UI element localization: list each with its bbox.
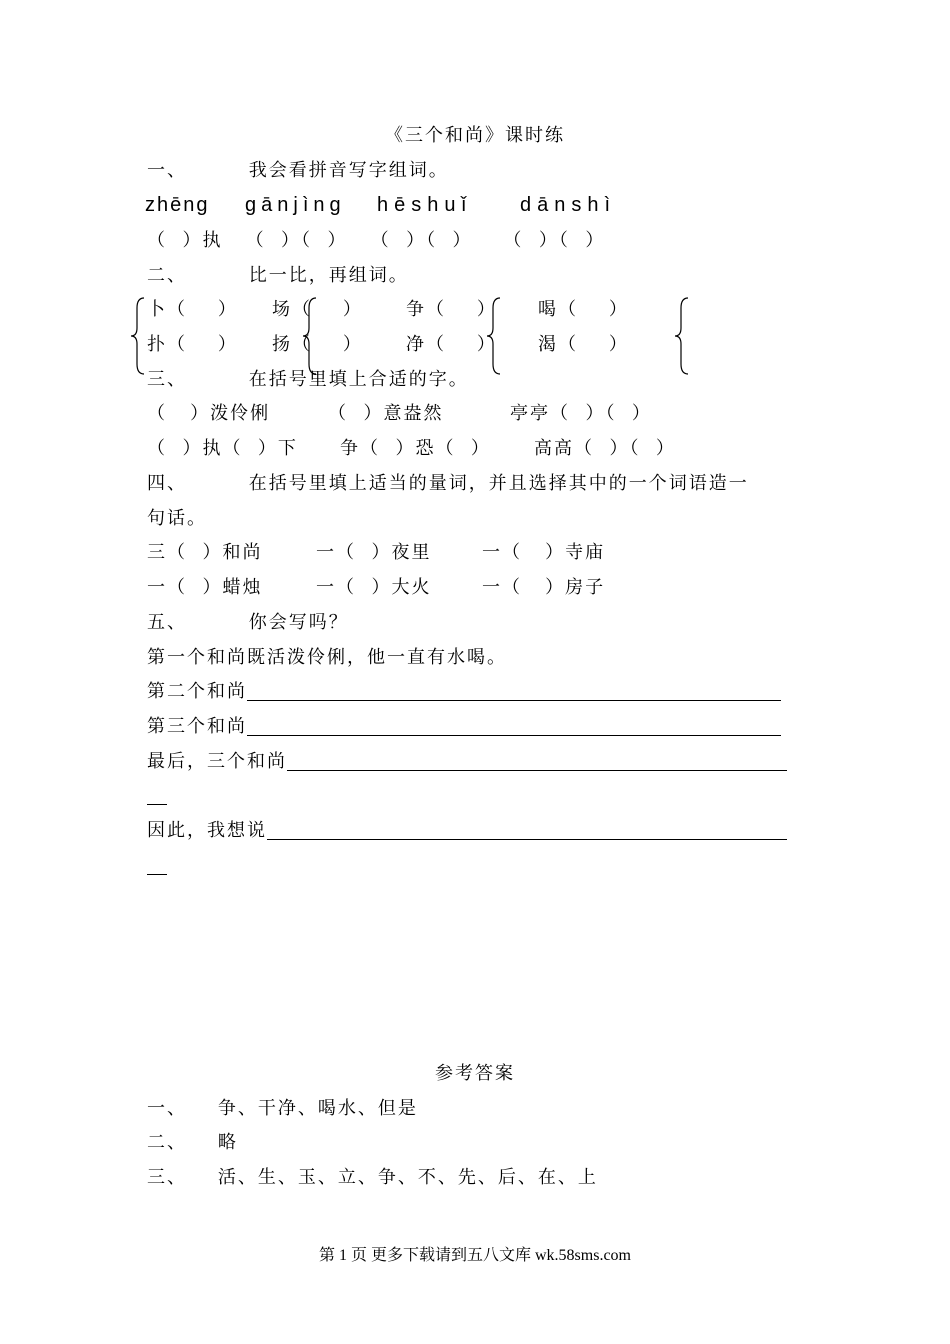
writing-line-5 (147, 819, 787, 843)
section-1-heading: 一、 我会看拼音写字组词。 (147, 160, 449, 181)
section-4-heading: 四、 在括号里填上适当的量词，并且选择其中的一个词语造一 (147, 473, 749, 494)
compare-1b: 扑（ ） (147, 334, 238, 355)
compare-1a: 卜（ ） (147, 299, 238, 320)
writing-prompt-4: 最后，三个和尚 (147, 751, 287, 772)
measure-3a: 一（ ）寺庙 (482, 542, 606, 563)
pinyin-2: gānjìng (245, 194, 346, 216)
brace-4 (672, 296, 692, 376)
measure-2a: 一（ ）夜里 (316, 542, 432, 563)
compare-2a: 场（ ） (272, 299, 363, 320)
answer-blank-4-cont (147, 784, 167, 805)
section-2-heading: 二、 比一比，再组词。 (147, 265, 409, 286)
answer-blank-2 (247, 680, 781, 701)
brace-2 (300, 296, 320, 376)
writing-line-5-cont (147, 854, 167, 878)
writing-prompt-5: 因此，我想说 (147, 820, 267, 841)
page-footer: 第 1 页 更多下载请到五八文库 wk.58sms.com (318, 1247, 631, 1264)
page-title: 《三个和尚》课时练 (385, 125, 565, 146)
writing-example: 第一个和尚既活泼伶俐，他一直有水喝。 (147, 647, 507, 668)
writing-prompt-2: 第二个和尚 (147, 681, 247, 702)
pinyin-3: hēshuǐ (377, 194, 472, 216)
fill-1b: （ ）执（ ）下 (147, 438, 298, 459)
writing-line-2 (147, 680, 781, 704)
fill-2b: 争（ ）恐（ ） (340, 438, 491, 459)
fill-3b: 高高（ ）（ ） (534, 438, 676, 459)
compare-4b: 渴（ ） (538, 334, 629, 355)
pinyin-4: dānshì (520, 194, 617, 216)
compare-3b: 净（ ） (406, 334, 497, 355)
measure-1a: 三（ ）和尚 (147, 542, 263, 563)
answers-title: 参考答案 (435, 1063, 515, 1084)
measure-2b: 一（ ）大火 (316, 577, 432, 598)
answer-blank-4 (287, 750, 787, 771)
section-3-heading: 三、 在括号里填上合适的字。 (147, 369, 469, 390)
section-5-heading: 五、 你会写吗？ (147, 612, 349, 633)
fill-3a: 亭亭（ ）（ ） (510, 403, 652, 424)
fill-1a: （ ）泼伶俐 (147, 403, 271, 424)
answer-blank-5-cont (147, 854, 167, 875)
answer-blank-3 (247, 715, 781, 736)
compare-3a: 争（ ） (406, 299, 497, 320)
compare-4a: 喝（ ） (538, 299, 629, 320)
measure-3b: 一（ ）房子 (482, 577, 606, 598)
measure-1b: 一（ ）蜡烛 (147, 577, 263, 598)
brace-3 (484, 296, 504, 376)
section-4-heading-cont: 句话。 (147, 508, 207, 529)
answer-blank-5 (267, 819, 787, 840)
pinyin-1: zhēng (145, 194, 210, 216)
fill-2a: （ ）意盎然 (328, 403, 444, 424)
answer-2: 二、 略 (147, 1132, 238, 1153)
writing-line-4-cont (147, 784, 167, 808)
writing-line-3 (147, 715, 781, 739)
writing-line-4 (147, 750, 787, 774)
brace-1 (128, 296, 148, 376)
answer-3: 三、 活、生、玉、立、争、不、先、后、在、上 (147, 1167, 598, 1188)
section-1-blanks: （ ）执 （ ）（ ） （ ）（ ） （ ）（ ） (147, 230, 606, 251)
compare-2b: 扬（ ） (272, 334, 363, 355)
answer-1: 一、 争、干净、喝水、但是 (147, 1098, 418, 1119)
writing-prompt-3: 第三个和尚 (147, 716, 247, 737)
